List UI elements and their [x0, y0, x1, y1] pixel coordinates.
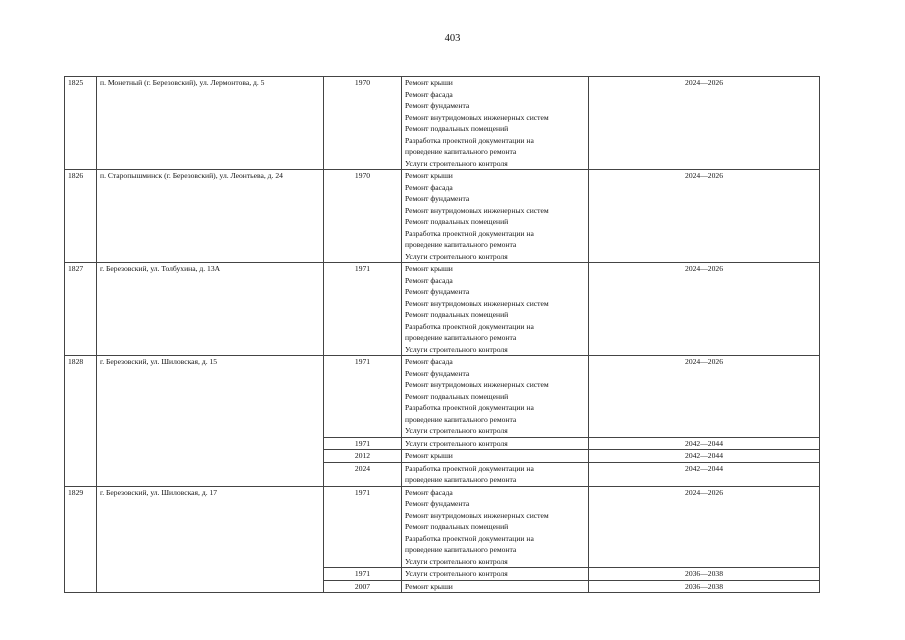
work-item: Ремонт фасада [405, 487, 453, 497]
work-item: Ремонт подвальных помещений [405, 124, 509, 133]
work-item: Услуги строительного контроля [405, 569, 508, 578]
work-item: Ремонт фасада [405, 357, 453, 366]
work-item: Разработка проектной документации на [405, 135, 534, 145]
year-cell: 2012 [324, 450, 402, 463]
works-cell [402, 437, 589, 450]
period-cell: 2036—2038 [589, 568, 820, 581]
work-item: Ремонт внутридомовых инженерных систем [405, 380, 549, 389]
table-body [65, 77, 820, 593]
work-item: проведение капитального ремонта [405, 414, 517, 424]
table-row [65, 77, 820, 170]
work-item: Услуги строительного контроля [405, 344, 508, 354]
period-cell: 2024—2026 [589, 356, 820, 438]
year-cell: 1971 [324, 263, 402, 356]
works-cell [402, 580, 589, 593]
work-item: Ремонт крыши [405, 451, 453, 460]
period-cell: 2042—2044 [589, 450, 820, 463]
period-cell: 2024—2026 [589, 486, 820, 568]
year-cell: 1971 [324, 486, 402, 568]
row-number: 1827 [65, 263, 97, 356]
page-number: 403 [444, 33, 461, 44]
work-item: Ремонт внутридомовых инженерных систем [405, 510, 549, 520]
work-item: Разработка проектной документации на [405, 463, 534, 473]
works-cell [402, 77, 589, 170]
period-cell: 2042—2044 [589, 437, 820, 450]
year-cell: 1971 [324, 356, 402, 438]
table-row [65, 356, 820, 438]
work-item: Разработка проектной документации на [405, 228, 534, 238]
work-item: Услуги строительного контроля [405, 426, 508, 435]
work-item: Ремонт внутридомовых инженерных систем [405, 298, 549, 308]
work-item: Ремонт внутридомовых инженерных систем [405, 112, 549, 122]
period-cell: 2042—2044 [589, 462, 820, 486]
table-row [65, 486, 820, 568]
period-cell: 2024—2026 [589, 77, 820, 170]
work-item: проведение капитального ремонта [405, 240, 517, 249]
year-cell: 1970 [324, 77, 402, 170]
work-item: Ремонт крыши [405, 78, 453, 87]
work-item: проведение капитального ремонта [405, 545, 517, 554]
works-cell [402, 263, 589, 356]
address-cell: п. Монетный (г. Березовский), ул. Лермонтова, д. 5 [97, 77, 324, 170]
works-cell [402, 462, 589, 486]
period-cell: 2024—2026 [589, 170, 820, 263]
work-item: Ремонт фундамента [405, 499, 470, 508]
work-item: проведение капитального ремонта [405, 147, 517, 156]
period-cell: 2036—2038 [589, 580, 820, 593]
work-item: Разработка проектной документации на [405, 533, 534, 543]
work-item: Ремонт фасада [405, 89, 453, 99]
year-cell: 2024 [324, 462, 402, 486]
row-number: 1825 [65, 77, 97, 170]
year-cell: 1971 [324, 568, 402, 581]
work-item: Ремонт фундамента [405, 368, 470, 378]
address-cell: г. Березовский, ул. Толбухина, д. 13А [97, 263, 324, 356]
address-cell: г. Березовский, ул. Шиловская, д. 15 [97, 356, 324, 487]
work-item: Ремонт фасада [405, 275, 453, 285]
row-number: 1829 [65, 486, 97, 593]
work-item: Ремонт крыши [405, 264, 453, 273]
address-cell: г. Березовский, ул. Шиловская, д. 17 [97, 486, 324, 593]
table-row [65, 170, 820, 263]
work-item: Ремонт фундамента [405, 287, 470, 296]
repair-schedule-table [64, 76, 820, 593]
work-item: Ремонт внутридомовых инженерных систем [405, 205, 549, 215]
work-item: Ремонт подвальных помещений [405, 522, 509, 531]
work-item: Услуги строительного контроля [405, 556, 508, 566]
work-item: Ремонт подвальных помещений [405, 217, 509, 226]
works-cell [402, 170, 589, 263]
work-item: Ремонт фасада [405, 182, 453, 192]
work-item: Ремонт фундамента [405, 194, 470, 203]
work-item: Разработка проектной документации на [405, 403, 534, 412]
year-cell: 2007 [324, 580, 402, 593]
row-number: 1828 [65, 356, 97, 487]
work-item: Ремонт подвальных помещений [405, 391, 509, 401]
work-item: Услуги строительного контроля [405, 438, 508, 448]
work-item: Ремонт крыши [405, 581, 453, 591]
work-item: проведение капитального ремонта [405, 333, 517, 342]
works-cell [402, 568, 589, 581]
work-item: Ремонт фундамента [405, 101, 470, 110]
row-number: 1826 [65, 170, 97, 263]
year-cell: 1971 [324, 437, 402, 450]
year-cell: 1970 [324, 170, 402, 263]
works-cell [402, 356, 589, 438]
address-cell: п. Старопышминск (г. Березовский), ул. Леонтьева, д. 24 [97, 170, 324, 263]
work-item: проведение капитального ремонта [405, 475, 517, 484]
works-cell [402, 486, 589, 568]
table-row [65, 263, 820, 356]
period-cell: 2024—2026 [589, 263, 820, 356]
work-item: Ремонт подвальных помещений [405, 310, 509, 319]
work-item: Услуги строительного контроля [405, 251, 508, 261]
work-item: Ремонт крыши [405, 171, 453, 180]
works-cell [402, 450, 589, 463]
work-item: Разработка проектной документации на [405, 321, 534, 331]
work-item: Услуги строительного контроля [405, 158, 508, 168]
